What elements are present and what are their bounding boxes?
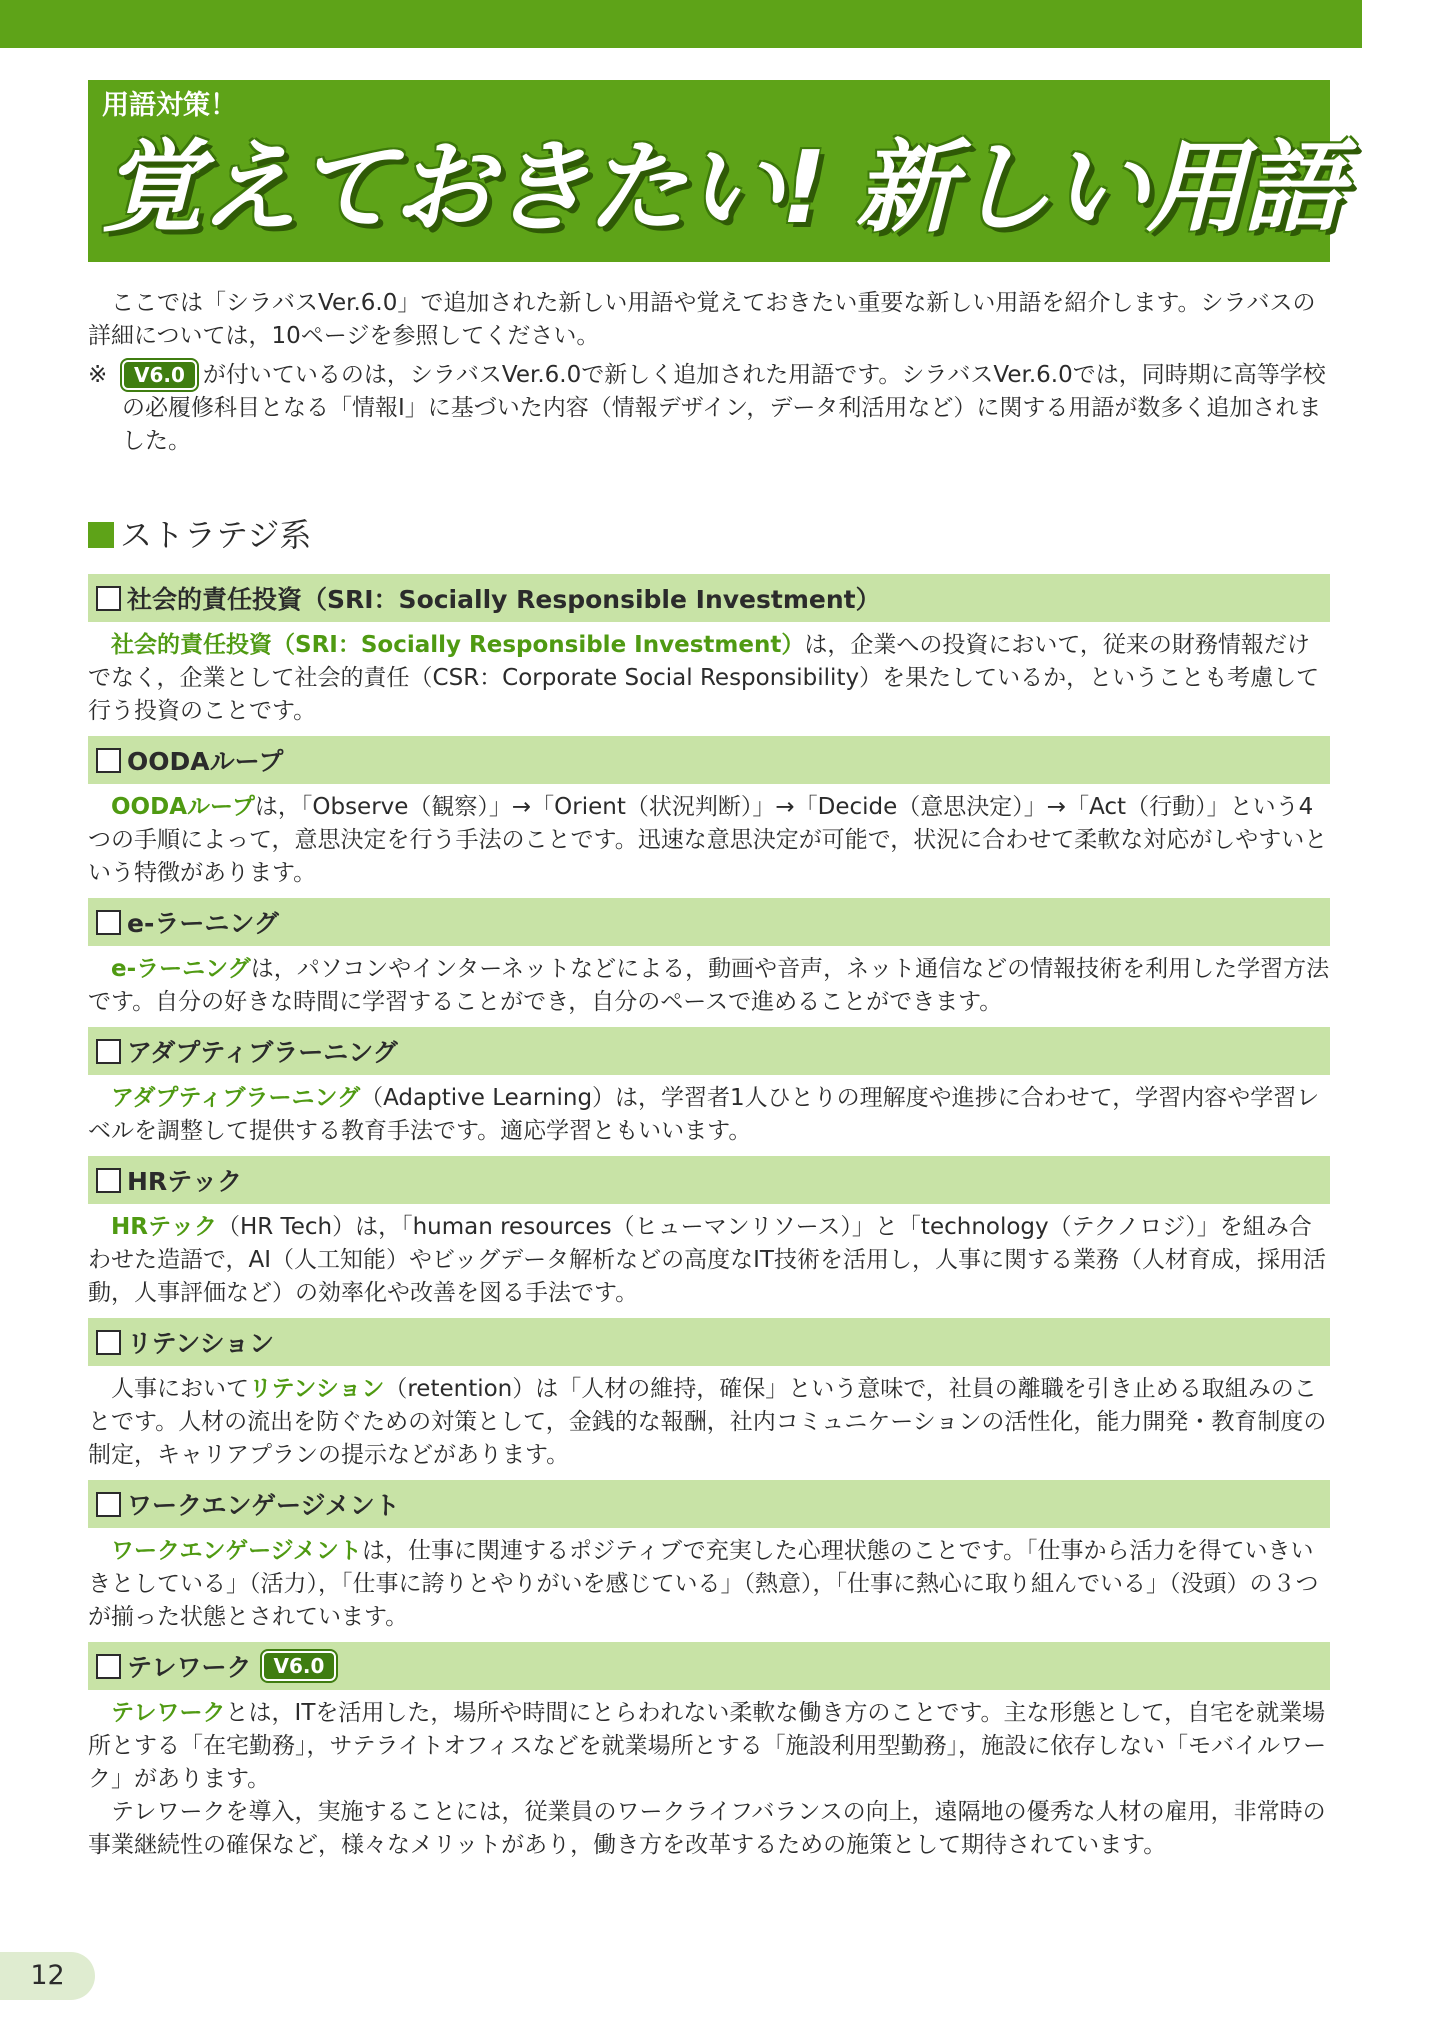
- top-color-bar: [0, 0, 1362, 48]
- intro-section: [88, 287, 1330, 458]
- checkbox-icon: [96, 1654, 121, 1679]
- term-highlight: アダプティブラーニング: [111, 1085, 361, 1111]
- term-description: 人事においてリテンション（retention）は「人材の維持，確保」という意味で，社員の離職を引き止める取組みのことです。人材の流出を防ぐための対策として，金銭的な報酬，社内コミュニケーションの活性化，能力開発・教育制度の制定，キャリアプランの提示などがあります。: [88, 1376, 1327, 1468]
- page-number: 12: [0, 1952, 95, 2000]
- term-description: HRテック（HR Tech）は，「human resources（ヒューマンリソース）」と「technology（テクノロジ）」を組み合わせた造語で，AI（人工知能）やビッグデータ解析などの高度なIT技術を活用し，人事に関する業務（人材育成，採用活動，人事評価など）の効率化や改善を図る手法です。: [88, 1214, 1326, 1306]
- note-mark: ※: [88, 362, 108, 388]
- term-entry-telework: [88, 1642, 1330, 1870]
- term-heading: リテンション: [88, 1318, 1330, 1366]
- term-entry: [88, 898, 1330, 1027]
- term-entry: [88, 1318, 1330, 1480]
- term-entry: [88, 1156, 1330, 1318]
- term-heading: HRテック: [88, 1156, 1330, 1204]
- checkbox-icon: [96, 910, 121, 935]
- term-highlight: ワークエンゲージメント: [111, 1538, 362, 1564]
- term-entry: [88, 736, 1330, 898]
- title-banner: [88, 80, 1341, 262]
- banner-title: 覚えておきたい! 新しい用語: [102, 129, 1341, 246]
- checkbox-icon: [96, 1168, 121, 1193]
- checkbox-icon: [96, 1492, 121, 1517]
- term-heading: ワークエンゲージメント: [88, 1480, 1330, 1528]
- checkbox-icon: [96, 1330, 121, 1355]
- checkbox-icon: [96, 586, 121, 611]
- term-heading: OODAループ: [88, 736, 1330, 784]
- term-heading: e-ラーニング: [88, 898, 1330, 946]
- checkbox-icon: [96, 748, 121, 773]
- section-heading: [88, 515, 311, 555]
- term-highlight: OODAループ: [111, 794, 255, 820]
- term-entry: [88, 574, 1330, 736]
- term-description: OODAループは，「Observe（観察）」→「Orient（状況判断）」→「Decide（意思決定）」→「Act（行動）」という4つの手順によって，意思決定を行う手法のことです。迅速な意思決定が可能で，状況に合わせて柔軟な対応がしやすいという特徴があります。: [88, 794, 1328, 886]
- term-description: 社会的責任投資（SRI：Socially Responsible Investment）は，企業への投資において，従来の財務情報だけでなく，企業として社会的責任（CSR：Corporate Social Responsibility）を果たしているか，ということも考慮して行う投資のことです。: [88, 632, 1320, 724]
- term-highlight: 社会的責任投資（SRI：Socially Responsible Investment）: [111, 632, 805, 658]
- term-heading: テレワーク V6.0: [88, 1642, 1330, 1690]
- term-heading: アダプティブラーニング: [88, 1027, 1330, 1075]
- term-highlight: e-ラーニング: [111, 956, 251, 982]
- term-entry: [88, 1480, 1330, 1642]
- term-description: e-ラーニングは，パソコンやインターネットなどによる，動画や音声，ネット通信などの情報技術を利用した学習方法です。自分の好きな時間に学習することができ，自分のペースで進めることができます。: [88, 956, 1330, 1015]
- term-list: [88, 574, 1330, 1870]
- note-text: が付いているのは，シラバスVer.6.0で新しく追加された用語です。シラバスVer.6.0では，同時期に高等学校の必履修科目となる「情報Ⅰ」に基づいた内容（情報デザイン，データ利活用など）に関する用語が数多く追加されました。: [122, 362, 1326, 454]
- section-square-icon: [88, 522, 114, 548]
- banner-subtitle: 用語対策！: [102, 90, 237, 121]
- section-title: ストラテジ系: [120, 516, 312, 554]
- term-description: アダプティブラーニング（Adaptive Learning）は，学習者1人ひとりの理解度や進捗に合わせて，学習内容や学習レベルを調整して提供する教育手法です。適応学習ともいいます。: [88, 1085, 1320, 1144]
- intro-paragraph: ここでは「シラバスVer.6.0」で追加された新しい用語や覚えておきたい重要な新しい用語を紹介します。シラバスの詳細については，10ページを参照してください。: [88, 290, 1316, 349]
- term-heading: 社会的責任投資（SRI：Socially Responsible Investment）: [88, 574, 1330, 622]
- term-highlight: HRテック: [111, 1214, 217, 1240]
- term-description-2: テレワークを導入，実施することには，従業員のワークライフバランスの向上，遠隔地の優秀な人材の雇用，非常時の事業継続性の確保など，様々なメリットがあり，働き方を改革するための施策として期待されています。: [88, 1799, 1326, 1858]
- checkbox-icon: [96, 1039, 121, 1064]
- version-badge: V6.0: [262, 1651, 337, 1681]
- version-badge: V6.0: [122, 360, 197, 390]
- intro-note: [88, 359, 1330, 458]
- term-description: テレワークとは，ITを活用した，場所や時間にとらわれない柔軟な働き方のことです。主な形態として，自宅を就業場所とする「在宅勤務」，サテライトオフィスなどを就業場所とする「施設利用型勤務」，施設に依存しない「モバイルワーク」があります。 テレワークを導入，実施することには，従業員のワークライフバランスの向上，遠隔地の優秀な人材の雇用，非常時の事業継続性の確保など，様々なメリットがあり，働き方を改革するための施策として期待されています。: [88, 1690, 1330, 1870]
- term-description: ワークエンゲージメントは，仕事に関連するポジティブで充実した心理状態のことです。「仕事から活力を得ていきいきとしている」（活力），「仕事に誇りとやりがいを感じている」（熱意），「仕事に熱心に取り組んでいる」（没頭）の３つが揃った状態とされています。: [88, 1538, 1319, 1630]
- term-highlight: リテンション: [249, 1376, 385, 1402]
- term-entry: [88, 1027, 1330, 1156]
- term-highlight: テレワーク: [111, 1700, 226, 1726]
